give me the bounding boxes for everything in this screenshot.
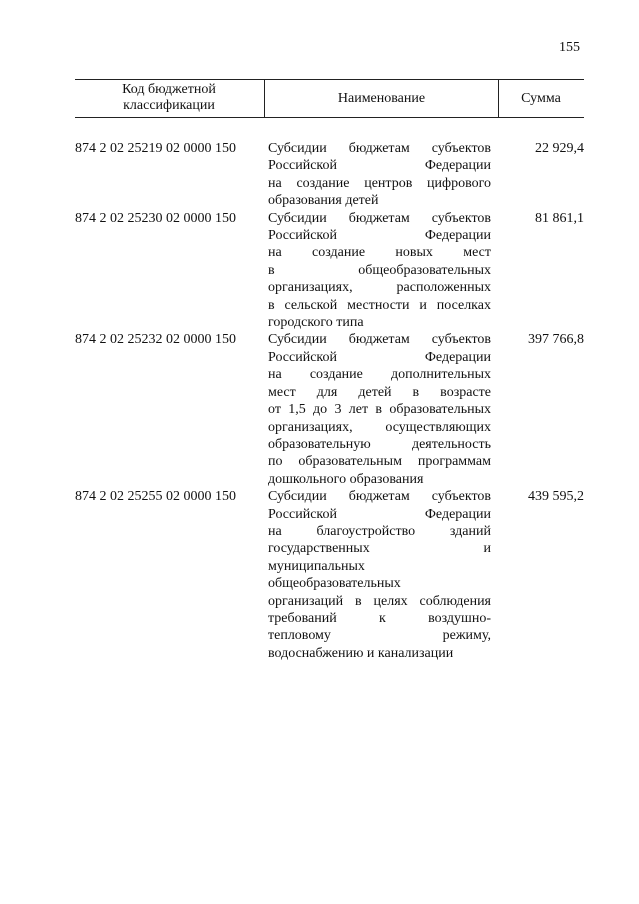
table-body [75,140,584,662]
item-name [268,488,491,662]
budget-code: 874 2 02 25232 02 0000 150 [75,332,236,348]
budget-code: 874 2 02 25230 02 0000 150 [75,210,236,226]
item-name-line: в сельской местности и поселках [268,297,491,313]
item-name-line: образования детей [268,193,379,209]
item-name-line: тепловому режиму, [268,628,491,644]
header-sum: Сумма [521,91,561,106]
item-name-line: Российской Федерации [268,228,491,244]
item-name-line: образовательную деятельность [268,436,491,452]
item-name-line: водоснабжению и канализации [268,645,454,661]
table-row [75,488,584,662]
item-name-line: организаций в целях соблюдения [268,593,491,609]
item-name-line: организациях, расположенных [268,280,491,296]
header-name: Наименование [264,80,499,117]
item-name-line: на создание центров цифрового [268,175,491,191]
amount: 22 929,4 [535,141,584,156]
item-name-line: в общеобразовательных [268,262,491,278]
item-name-line: Российской Федерации [268,158,491,174]
item-name-line: Российской Федерации [268,506,491,522]
item-name-line: на создание новых мест [268,245,491,261]
header-code: Код бюджетной классификации [122,82,216,113]
item-name-line: организациях, осуществляющих [268,419,491,435]
item-name-line: мест для детей в возрасте [268,384,491,400]
table-header [75,79,584,118]
item-name-line: государственных и [268,541,491,557]
item-name-line: дошкольного образования [268,471,424,487]
table-row [75,210,584,332]
amount: 397 766,8 [528,332,584,348]
item-name [268,331,491,488]
table-row [75,140,584,210]
item-name [268,210,491,332]
item-name [268,140,491,210]
item-name-line: городского типа [268,315,364,331]
budget-code: 874 2 02 25219 02 0000 150 [75,141,236,156]
item-name-line: Субсидии бюджетам субъектов [268,489,491,505]
budget-code: 874 2 02 25255 02 0000 150 [75,489,236,505]
item-name-line: Субсидии бюджетам субъектов [268,332,491,348]
page-number: 155 [559,40,580,55]
item-name-line: требований к воздушно- [268,610,491,626]
item-name-line: от 1,5 до 3 лет в образовательных [268,402,491,418]
item-name-line: Субсидии бюджетам субъектов [268,210,491,226]
item-name-line: Субсидии бюджетам субъектов [268,141,491,156]
amount: 439 595,2 [528,489,584,505]
item-name-line: общеобразовательных [268,576,401,592]
item-name-line: по образовательным программам [268,454,491,470]
item-name-line: Российской Федерации [268,349,491,365]
item-name-line: муниципальных [268,558,365,574]
item-name-line: на создание дополнительных [268,367,491,383]
budget-table [75,79,584,662]
item-name-line: на благоустройство зданий [268,523,491,539]
table-row [75,331,584,488]
amount: 81 861,1 [535,210,584,226]
